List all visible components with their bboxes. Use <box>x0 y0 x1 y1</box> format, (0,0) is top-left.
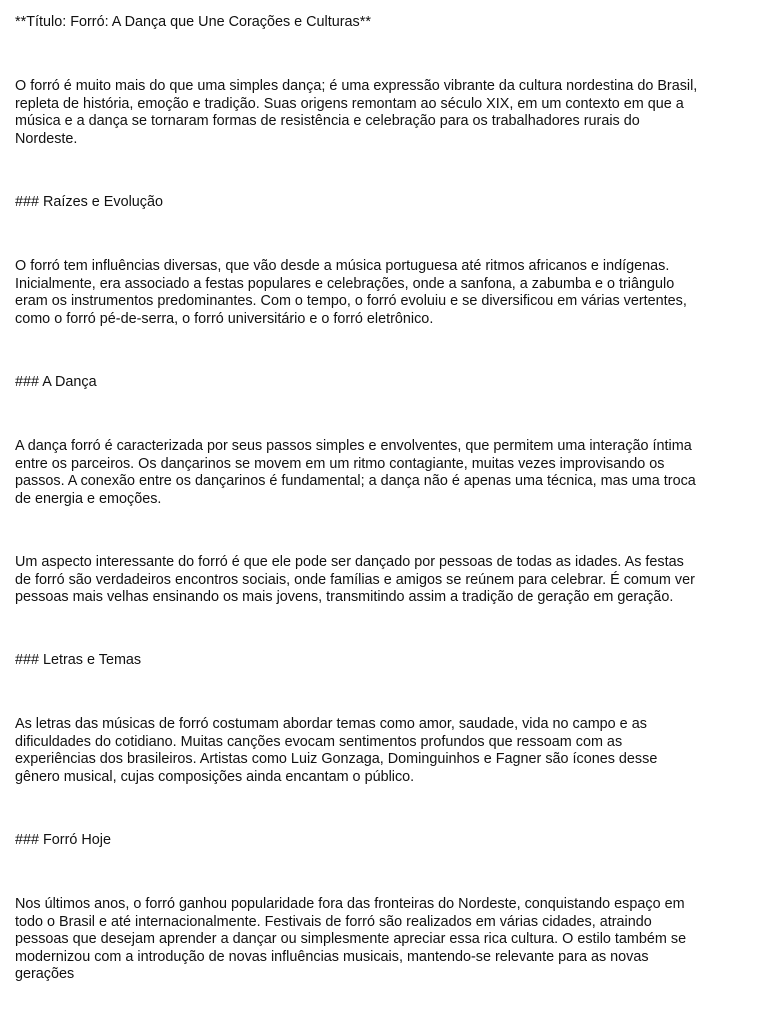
text-line: repleta de história, emoção e tradição. Suas origens remontam ao século XIX, em um contexto em que a <box>15 95 684 112</box>
text-line: experiências dos brasileiros. Artistas como Luiz Gonzaga, Dominguinhos e Fagner são ícones desse <box>15 751 658 767</box>
text-line: pessoas que desejam aprender a dançar ou simplesmente apreciar essa rica cultura. O estilo também se <box>15 931 687 947</box>
text-line: Inicialmente, era associado a festas populares e celebrações, onde a sanfona, a zabumba e o triângulo <box>15 275 675 292</box>
text-line: entre os parceiros. Os dançarinos se movem em um ritmo contagiante, muitas vezes improvisando os <box>15 455 665 472</box>
dance-paragraph-1 <box>15 438 754 508</box>
text-line: música e a dança se tornaram formas de resistência e celebração para os trabalhadores rurais do <box>15 113 640 129</box>
text-line: modernizou com a introdução de novas influências musicais, mantendo-se relevante para as novas <box>15 948 649 965</box>
roots-paragraph <box>15 258 754 328</box>
section-heading-roots: ### Raízes e Evolução <box>15 194 163 210</box>
text-line: dificuldades do cotidiano. Muitas canções evocam sentimentos profundos que ressoam com as <box>15 733 623 750</box>
text-line: A dança forró é caracterizada por seus passos simples e envolventes, que permitem uma interação íntima <box>15 438 692 454</box>
text-line: como o forró pé-de-serra, o forró universitário e o forró eletrônico. <box>15 310 434 327</box>
section-heading-dance: ### A Dança <box>15 374 97 390</box>
section-heading-today: ### Forró Hoje <box>15 832 111 848</box>
intro-paragraph <box>15 78 754 148</box>
section-heading-lyrics: ### Letras e Temas <box>15 652 142 668</box>
text-line: pessoas mais velhas ensinando os mais jovens, transmitindo assim a tradição de geração em geração. <box>15 589 674 605</box>
text-line: Nordeste. <box>15 130 78 147</box>
text-line: de forró são verdadeiros encontros sociais, onde famílias e amigos se reúnem para celebrar. É comum ver <box>15 571 695 588</box>
text-line: gerações <box>15 966 75 982</box>
text-line: de energia e emoções. <box>15 490 162 507</box>
text-line: passos. A conexão entre os dançarinos é fundamental; a dança não é apenas uma técnica, mas uma troca <box>15 473 696 489</box>
lyrics-paragraph <box>15 716 754 786</box>
text-line: gênero musical, cujas composições ainda encantam o público. <box>15 768 415 785</box>
text-line: todo o Brasil e até internacionalmente. Festivais de forró são realizados em várias cidades, atraindo <box>15 913 652 930</box>
dance-paragraph-2 <box>15 554 754 607</box>
today-paragraph <box>15 896 754 984</box>
text-line: O forró tem influências diversas, que vão desde a música portuguesa até ritmos africanos e indígenas. <box>15 258 670 274</box>
document-title: **Título: Forró: A Dança que Une Corações e Culturas** <box>15 14 371 30</box>
text-line: Nos últimos anos, o forró ganhou popularidade fora das fronteiras do Nordeste, conquistando espaço em <box>15 896 685 912</box>
text-line: Um aspecto interessante do forró é que ele pode ser dançado por pessoas de todas as idades. As festas <box>15 554 684 570</box>
text-line: eram os instrumentos predominantes. Com o tempo, o forró evoluiu e se diversificou em várias vertentes, <box>15 293 687 309</box>
text-line: As letras das músicas de forró costumam abordar temas como amor, saudade, vida no campo e as <box>15 716 647 732</box>
text-line: O forró é muito mais do que uma simples dança; é uma expressão vibrante da cultura nordestina do Brasil, <box>15 78 698 94</box>
